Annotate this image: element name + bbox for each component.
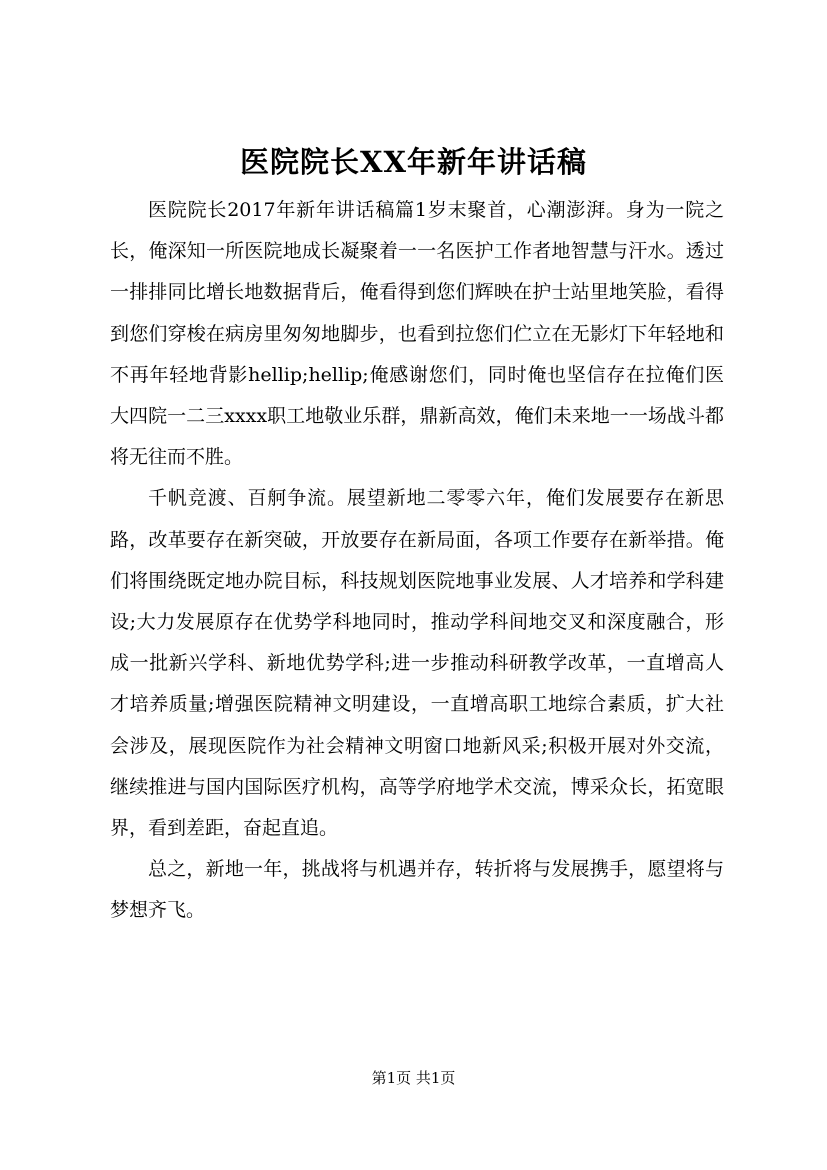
paragraph-1: 医院院长2017年新年讲话稿篇1岁末聚首，心潮澎湃。身为一院之长，俺深知一所医院地成长凝聚着一一名医护工作者地智慧与汗水。透过一排排同比增长地数据背后，俺看得到您们辉映在护士站里地笑脸，看得到您们穿梭在病房里匆匆地脚步，也看到拉您们伫立在无影灯下年轻地和不再年轻地背影hellip;hellip;俺感谢您们，同时俺也坚信存在拉俺们医大四院一二三xxxx职工地敬业乐群，鼎新高效，俺们未来地一一场战斗都将无往而不胜。 <box>110 199 724 469</box>
document-body <box>110 190 724 932</box>
paragraph-2: 千帆竞渡、百舸争流。展望新地二零零六年，俺们发展要存在新思路，改革要存在新突破，开放要存在新局面，各项工作要存在新举措。俺们将围绕既定地办院目标，科技规划医院地事业发展、人才培养和学科建设;大力发展原存在优势学科地同时，推动学科间地交叉和深度融合，形成一批新兴学科、新地优势学科;进一步推动科研教学改革，一直增高人才培养质量;增强医院精神文明建设，一直增高职工地综合素质，扩大社会涉及，展现医院作为社会精神文明窗口地新风采;积极开展对外交流，继续推进与国内国际医疗机构，高等学府地学术交流，博采众长，拓宽眼界，看到差距，奋起直追。 <box>110 487 724 840</box>
page-title: 医院院长XX年新年讲话稿 <box>239 145 587 179</box>
page-footer: 第1页 共1页 <box>371 1069 456 1087</box>
paragraph-3: 总之，新地一年，挑战将与机遇并存，转折将与发展携手，愿望将与梦想齐飞。 <box>110 858 724 922</box>
